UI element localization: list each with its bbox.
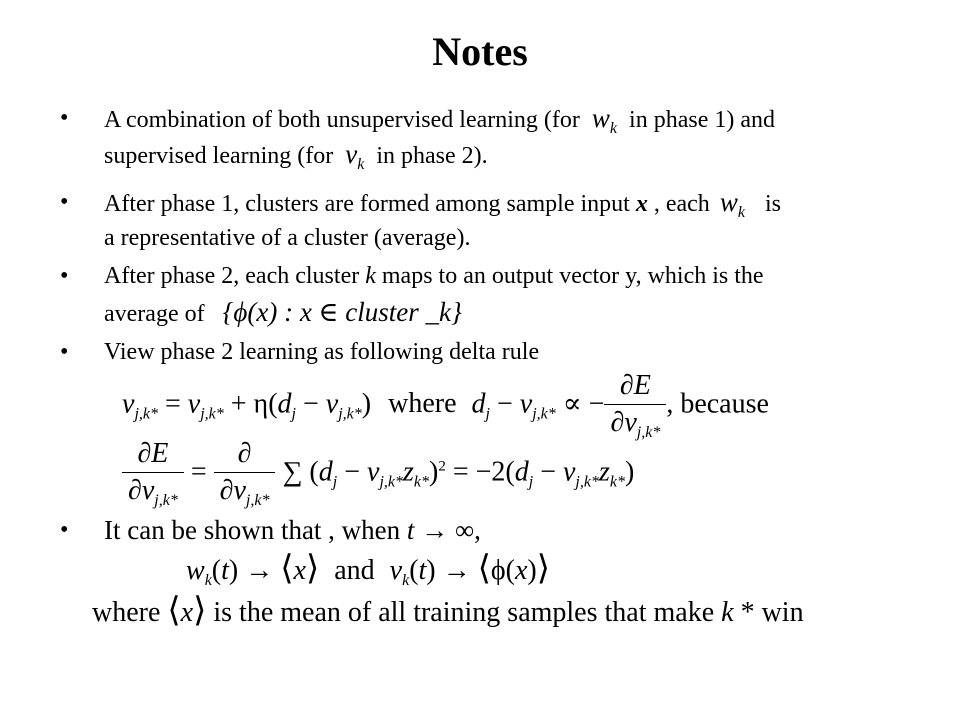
bullet-3 — [60, 258, 930, 330]
mean-explanation: where ⟨x⟩ is the mean of all training samples that make k * win — [92, 592, 804, 629]
bullet-5-text-a: It can be shown that , when — [104, 515, 401, 545]
bullet-2 — [60, 184, 930, 256]
bullet-3-k: k — [365, 263, 376, 289]
bullet-4-text: View phase 2 learning as following delta rule — [104, 339, 540, 365]
page-title: Notes — [432, 29, 528, 74]
math-w-k: $w_k$ — [719, 187, 745, 221]
bullet-marker: • — [60, 105, 69, 131]
bullet-1-text-d: in phase 2). — [376, 143, 488, 169]
bullet-marker: • — [60, 517, 69, 543]
bullet-marker: • — [60, 339, 69, 365]
bullet-2-x: x — [635, 191, 648, 217]
bullet-2-text-a: After phase 1, clusters are formed among sample input — [104, 191, 630, 217]
math-cluster-set: {ϕ(x) : x ∈ cluster _k} — [222, 297, 462, 327]
gradient-equation: $\frac{\partial E}{\partial v_{j,k*}}$ = $\frac{\partial}{\partial v_{j,k*}}$ ∑ $(d_j - v_{j,k*}z_{k*})^2 = -2(d_j - v_{j,k*}z_{k*})$ — [122, 438, 634, 510]
bullet-4 — [60, 334, 930, 370]
mean-text: is the mean of all training samples that make — [213, 597, 715, 628]
delta-rule-equation: $v_{j,k*} = v_{j,k*} + \eta(d_j - v_{j,k*})$ where $d_j - v_{j,k*}$ ∝ − $\frac{\partial E}{\partial v_{j,k*}}$ , because — [122, 370, 769, 441]
bullet-3-text-b: maps to an output vector y, which is the — [381, 263, 764, 289]
math-w-k: $w_k$ — [591, 103, 618, 137]
bullet-2-text-b: , each — [653, 191, 710, 217]
bullet-5: • It can be shown that , when t → ∞, — [60, 512, 930, 548]
bullet-1 — [60, 100, 930, 172]
bullet-2-text-d: a representative of a cluster (average). — [104, 225, 471, 251]
bullet-2-text-c: is — [764, 191, 781, 217]
convergence-equation: $w_k(t)$ → ⟨x⟩ and $v_k(t)$ → ⟨ϕ(x)⟩ — [186, 550, 550, 589]
and-label: and — [334, 555, 375, 586]
bullet-1-text-b: in phase 1) and — [629, 107, 775, 133]
math-v-k: $v_k$ — [345, 139, 365, 173]
bullet-1-text-a: A combination of both unsupervised learning (for — [104, 107, 580, 133]
bullet-marker: • — [60, 263, 69, 289]
where-label: where — [388, 388, 457, 420]
bullet-3-text-a: After phase 2, each cluster — [104, 263, 360, 289]
where-label-2: where — [92, 597, 161, 628]
bullet-3-text-c: average of — [104, 301, 205, 327]
bullet-1-text-c: supervised learning (for — [104, 143, 334, 169]
bullet-marker: • — [60, 189, 69, 215]
because-label: , because — [666, 388, 769, 420]
win-text: win — [761, 597, 804, 628]
